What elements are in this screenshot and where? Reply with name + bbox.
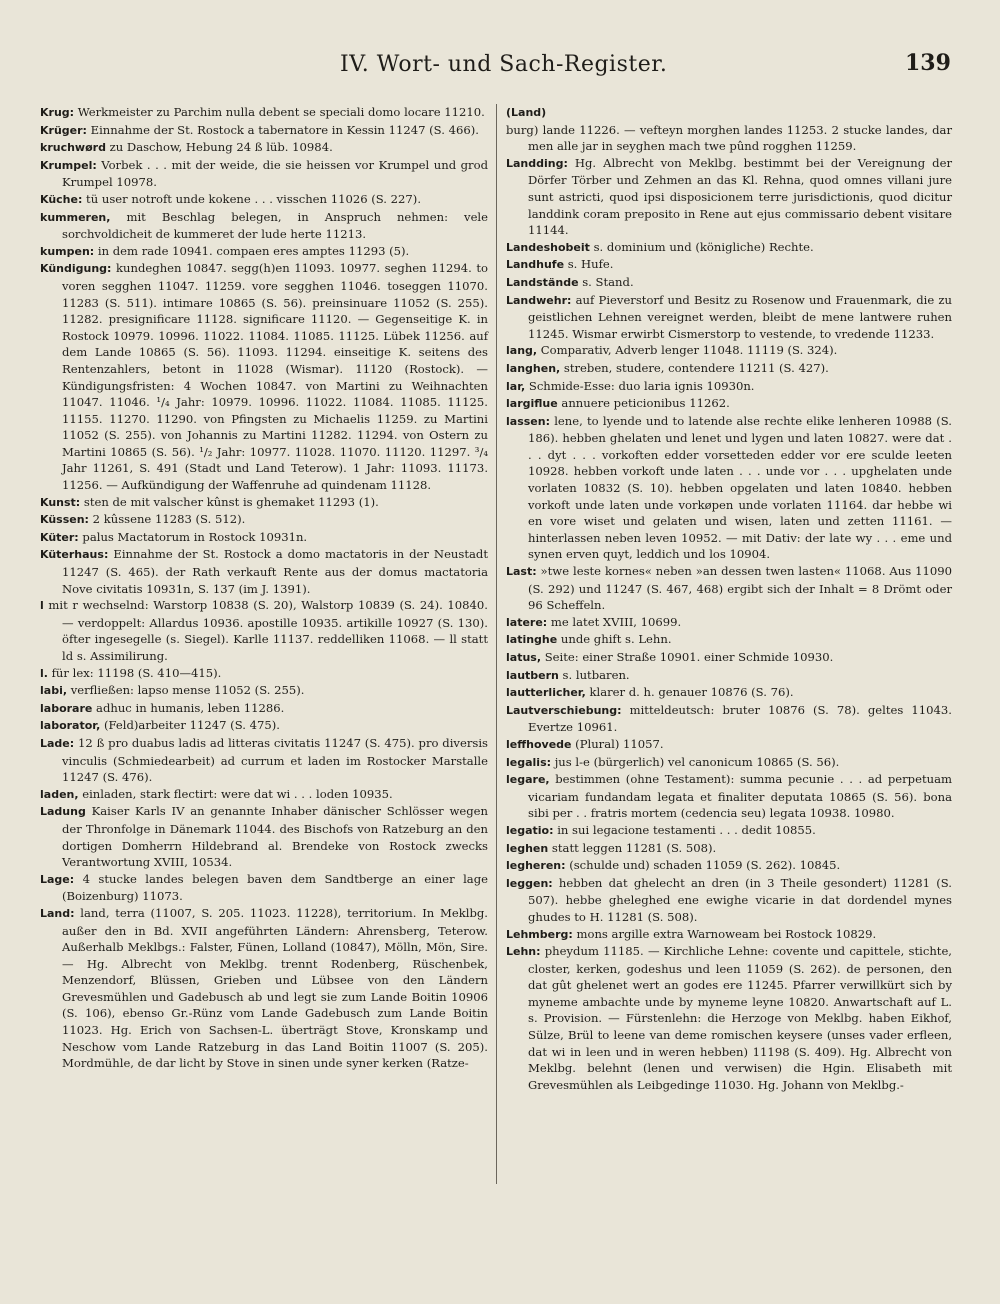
entry-text: mit r wechselnd: Warstorp 10838 (S. 20), Walstorp 10839 (S. 24). 10840. — verdoppelt: Allardus 10936. apostille 10935. artikille 10927 (S. 130). öfter ingesegelle (s. Siegel). Karlle 11137. reddelliken 11068. — ll statt ld s. Assimilirung. (43, 598, 488, 663)
entry-text: unde ghift s. Lehn. (557, 632, 672, 647)
entry-text: »twe leste kornes« neben »an dessen twen lasten« 11068. Aus 11090 (S. 292) und 11247 (S. 467, 468) ergibt sich der Inhalt = 8 Drömt oder 96 Scheffeln. (528, 564, 952, 613)
index-entry (506, 926, 952, 944)
entry-text: Comparativ, Adverb lenger 11048. 11119 (S. 324). (537, 343, 838, 358)
index-entry (40, 546, 488, 597)
page-header (0, 52, 1000, 86)
index-entry (506, 736, 952, 754)
entry-text: lene, to lyende und to latende alse rechte elike lenheren 10988 (S. 186). hebben ghelaten und lenet und lygen und laten 10827. were dat . . . dyt . . . vorkoften edder vorsetteden edder vor ere sculde leeten 10928. hebben vorkoft unde laten . . . unde vor . . . upghelaten unde vorlaten 10832 (S. 10). hebben opgelaten und laten 10840. hebben vorkoft unde laten unde vorkøpen unde vorlaten 11164. dar hebbe wi en vore wiset und gelaten und wisen, laten und zetten 11161. — hinterlassen neben leven 10952. — mit Dativ: der late wy . . . eme und synen erven quyt, leddich und los 10904. (528, 413, 952, 562)
index-entry (506, 360, 952, 378)
entry-text: 4 stucke landes belegen baven dem Sandtberge an einer lage (Boizenburg) 11073. (62, 871, 488, 904)
index-entry (506, 943, 952, 1093)
entry-text: mons argille extra Warnoweam bei Rostock 10829. (572, 926, 877, 941)
index-entry (40, 682, 488, 700)
index-entry (506, 274, 952, 292)
entry-keyword: langhen, (506, 361, 561, 375)
entry-keyword: l. (40, 666, 48, 680)
entry-keyword: Lautverschiebung: (506, 703, 622, 717)
index-entry (40, 735, 488, 786)
entry-text: pheydum 11185. — Kirchliche Lehne: covente und capittele, stichte, closter, kerken, godeshus und leen 11059 (S. 262). de personen, den dat gût ghelenet wert an godes ere 11245. Pfarrer verwillkürt sich by myneme ambachte unde by myneme leyne 10820. Anwartschaft auf L. s. Provision. — Fürstenlehn: die Herzoge von Meklbg. haben Eikhof, Sülze, Brül to leene van deme romischen keysere (unses vader erfleen, dat wi in leen und in weren hebben) 11198 (S. 409). Hg. Albrecht von Meklbg. belehnt (lenen und verwisen) die Hgin. Elisabeth mit Grevesmühlen als Leibgedinge 11030. Hg. Johann von Meklbg.- (528, 944, 952, 1092)
index-entry (40, 871, 488, 905)
entry-keyword: lautterlicher, (506, 686, 586, 700)
entry-text: land, terra (11007, S. 205. 11023. 11228), territorium. In Meklbg. außer den in Bd. XVII angeführten Ländern: Ahrensberg, Teterow. Außerhalb Meklbgs.: Falster, Fünen, Lolland (10847), Mölln, Mön, Sire. — Hg. Albrecht von Meklbg. trennt Rodenberg, Rüschenbek, Menzendorf, Blüssen, Grieben und Lübsee von den Ländern Grevesmühlen und Gadebusch ab und legt sie zum Lande Boitin 10906 (S. 106), ebenso Gr.-Rünz vom Lande Gadebusch zum Lande Boitin 11023. Hg. Erich von Sachsen-L. überträgt Stove, Kronskamp und Neschow vom Lande Ratzeburg in das Land Boitin 11007 (S. 205). Mordmühle, de dar licht by Stove in sinen unde syner kerken (Ratze- (62, 905, 488, 1071)
entry-text: bestimmen (ohne Testament): summa pecunie . . . ad perpetuam vicariam fundandam legata et finaliter deputata 10865 (S. 56). bona sibi per . . fratris mortem (cedencia seu) legata 10938. 10980. (528, 772, 952, 821)
page-title: IV. Wort- und Sach-Register. (340, 52, 668, 77)
index-entry (506, 754, 952, 772)
entry-keyword: kumpen: (40, 244, 95, 258)
entry-text: annuere peticionibus 11262. (557, 396, 730, 411)
entry-keyword: Ladung (40, 805, 86, 819)
entry-keyword: laborator, (40, 719, 101, 733)
entry-keyword: Lade: (40, 736, 75, 750)
index-entry (506, 875, 952, 926)
entry-keyword: kruchwørd (40, 141, 106, 155)
entry-text: burg) lande 11226. — vefteyn morghen landes 11253. 2 stucke landes, dar men alle jar in seyghen mach twe pûnd rogghen 11259. (506, 122, 952, 154)
entry-keyword: lar, (506, 379, 526, 393)
entry-keyword: Landding: (506, 156, 568, 170)
index-entry (506, 292, 952, 343)
entry-text: (Feld)arbeiter 11247 (S. 475). (100, 718, 280, 733)
entry-keyword: laborare (40, 701, 93, 715)
index-entry (40, 786, 488, 804)
entry-keyword: Kunst: (40, 495, 81, 509)
entry-keyword: latere: (506, 615, 548, 629)
entry-text: adhuc in humanis, leben 11286. (92, 700, 285, 715)
index-entry (40, 157, 488, 191)
entry-text: in sui legacione testamenti . . . dedit 10855. (553, 822, 816, 837)
page-number: 139 (905, 50, 951, 76)
right-column (506, 104, 952, 1093)
index-entry (506, 104, 952, 122)
entry-keyword: Küche: (40, 192, 83, 206)
entry-keyword: Lage: (40, 872, 75, 886)
index-entry (506, 840, 952, 858)
entry-keyword: lassen: (506, 414, 550, 428)
index-entry (506, 822, 952, 840)
index-entry (506, 649, 952, 667)
entry-text: statt leggen 11281 (S. 508). (548, 840, 717, 855)
entry-keyword: latinghe (506, 633, 558, 647)
entry-keyword: Krug: (40, 106, 75, 119)
index-entry (506, 563, 952, 614)
index-entry (40, 597, 488, 664)
entry-keyword: legalis: (506, 755, 552, 769)
entry-keyword: latus, (506, 651, 542, 664)
entry-text: mitteldeutsch: bruter 10876 (S. 78). geltes 11043. Evertze 10961. (528, 702, 952, 735)
index-entry (40, 700, 488, 718)
entry-text: kundeghen 10847. segg(h)en 11093. 10977. seghen 11294. to voren segghen 11047. 11259. vore segghen 11046. toseggen 11070. 11283 (S. 511). intimare 10865 (S. 56). preinsinuare 11052 (S. 255). 11282. presignificare 11128. significare 11120. — Gegenseitige K. in Rostock 10979. 10996. 11022. 11084. 11085. 11125. Lübek 11256. auf dem Lande 10865 (S. 56). 11093. 11294. einseitige K. seitens des Rentenzahlers, betont in 11028 (Wismar). 11120 (Rostock). — Kündigungsfristen: 4 Wochen 10847. von Martini zu Weihnachten 11047. 11046. ¹/₄ Jahr: 10979. 10996. 11022. 11084. 11085. 11125. 11155. 11270. 11290. von Pfingsten zu Michaelis 11259. zu Martini 11052 (S. 255). von Johannis zu Martini 11282. 11294. von Ostern zu Martini 10865 (S. 56). ¹/₂ Jahr: 10977. 11028. 11070. 11120. 11297. ³/₄ Jahr 11261, S. 491 (Stadt und Land Teterow). 1 Jahr: 11093. 11173. 11256. — Aufkündigung der Waffenruhe ad quindenam 11128. (62, 261, 488, 493)
entry-keyword: Küssen: (40, 513, 89, 527)
entry-keyword: Krumpel: (40, 158, 97, 172)
entry-keyword: Landhufe (506, 258, 565, 272)
entry-text: 2 kûssene 11283 (S. 512). (88, 512, 246, 527)
entry-keyword: legheren: (506, 859, 566, 873)
entry-text: streben, studere, contendere 11211 (S. 427). (560, 360, 829, 375)
index-entry (506, 256, 952, 274)
entry-text: 12 ß pro duabus ladis ad litteras civitatis 11247 (S. 475). pro diversis vinculis (Schmiedearbeit) ad currum et laden im Rostocker Marstalle 11247 (S. 476). (62, 735, 488, 785)
index-entry (506, 413, 952, 563)
entry-text: palus Mactatorum in Rostock 10931n. (78, 529, 308, 544)
index-entry (40, 665, 488, 683)
entry-keyword: Küterhaus: (40, 548, 109, 562)
entry-text: in dem rade 10941. compaen eres amptes 11293 (5). (94, 243, 410, 258)
entry-keyword: leggen: (506, 876, 553, 890)
entry-text: zu Daschow, Hebung 24 ß lüb. 10984. (105, 140, 333, 155)
entry-text: (schulde und) schaden 11059 (S. 262). 10845. (565, 858, 841, 873)
left-column (40, 104, 488, 1072)
index-entry (40, 243, 488, 261)
index-entry (40, 104, 488, 122)
entry-keyword: leffhovede (506, 737, 572, 751)
index-entry (40, 717, 488, 735)
entry-text: (Plural) 11057. (571, 736, 664, 751)
index-entry (506, 857, 952, 875)
entry-text: Einnahme der St. Rostock a domo mactatoris in der Neustadt 11247 (S. 465). der Rath verkauft Rente aus der domus mactatoria Nove civitatis 10931n, S. 137 (im J. 1391). (62, 547, 488, 596)
entry-keyword: leghen (506, 841, 549, 855)
index-entry (40, 494, 488, 512)
index-entry (506, 122, 952, 155)
index-entry (506, 684, 952, 702)
entry-text: Kaiser Karls IV an genannte Inhaber dänischer Schlösser wegen der Thronfolge in Dänemark 11044. des Bischofs von Ratzeburg an den dortigen Domherrn Hildebrand al. Brendeke von Rostock zwecks Verantwortung XVIII, 10534. (62, 804, 488, 870)
entry-text: hebben dat ghelecht an dren (in 3 Theile gesondert) 11281 (S. 507). hebbe gheleghed ene ewighe vicarie in dat dordendel mynes ghudes to H. 11281 (S. 508). (528, 875, 952, 924)
entry-keyword: Küter: (40, 530, 79, 544)
entry-text: auf Pieverstorf und Besitz zu Rosenow und Frauenmark, die zu geistlichen Lehnen vereignet werden, bleibt de mene lantwere ruhen 11245. Wismar erwirbt Cismerstorp to vestende, to vredende 11233. (528, 292, 952, 341)
entry-text: Werkmeister zu Parchim nulla debent se speciali domo locare 11210. (74, 105, 485, 119)
index-entry (506, 155, 952, 239)
entry-text: Seite: einer Straße 10901. einer Schmide 10930. (541, 650, 834, 664)
index-entry (506, 667, 952, 685)
entry-keyword: lautbern (506, 668, 559, 682)
column-divider (496, 104, 497, 1184)
entry-keyword: legatio: (506, 823, 554, 837)
entry-keyword: Landstände (506, 275, 579, 289)
index-entry (40, 191, 488, 209)
index-entry (40, 122, 488, 140)
index-entry (506, 702, 952, 736)
entry-text: Einnahme der St. Rostock a tabernatore in Kessin 11247 (S. 466). (86, 122, 479, 137)
entry-text: tü user notroft unde kokene . . . visschen 11026 (S. 227). (82, 191, 422, 206)
entry-keyword: Lehn: (506, 945, 541, 959)
entry-keyword: labi, (40, 684, 68, 698)
entry-keyword: Last: (506, 565, 537, 579)
index-entry (506, 378, 952, 396)
entry-text: für lex: 11198 (S. 410—415). (47, 665, 222, 680)
index-entry (40, 803, 488, 870)
index-entry (40, 260, 488, 493)
entry-keyword: laden, (40, 787, 79, 801)
entry-keyword: Landeshobeit (506, 240, 590, 254)
index-entry (40, 209, 488, 243)
entry-keyword: (Land) (506, 106, 547, 119)
entry-keyword: largiflue (506, 397, 558, 411)
entry-text: Hg. Albrecht von Meklbg. bestimmt bei der Vereignung der Dörfer Törber und Zehmen an das Kl. Rehna, quod omnes villani jure sunt astricti, quod ipsi disposicionem terre jurisdictionis, quod dicitur landdink coram preposito in Rene aut ejus commissario debent visitare 11144. (528, 155, 952, 238)
entry-text: s. dominium und (königliche) Rechte. (589, 239, 814, 254)
entry-keyword: Kündigung: (40, 262, 112, 276)
index-entry (40, 529, 488, 547)
entry-keyword: Krüger: (40, 123, 87, 137)
entry-text: s. Hufe. (564, 257, 614, 272)
entry-text: einladen, stark flectirt: were dat wi . . . loden 10935. (78, 786, 393, 801)
entry-keyword: legare, (506, 773, 550, 787)
index-entry (506, 631, 952, 649)
entry-text: s. Stand. (578, 274, 634, 289)
index-entry (506, 614, 952, 632)
entry-text: jus l-e (bürgerlich) vel canonicum 10865 (S. 56). (551, 754, 840, 769)
entry-text: Schmide-Esse: duo laria ignis 10930n. (525, 378, 755, 393)
index-entry (506, 342, 952, 360)
index-entry (40, 139, 488, 157)
index-entry (506, 395, 952, 413)
index-entry (40, 511, 488, 529)
entry-keyword: lang, (506, 344, 538, 358)
entry-text: klarer d. h. genauer 10876 (S. 76). (585, 685, 794, 700)
index-entry (40, 905, 488, 1072)
entry-text: me latet XVIII, 10699. (547, 614, 682, 629)
entry-text: Vorbek . . . mit der weide, die sie heissen vor Krumpel und grod Krumpel 10978. (62, 157, 488, 190)
entry-text: mit Beschlag belegen, in Anspruch nehmen: vele sorchvoldicheit de kummeret der lude herte 11213. (62, 209, 488, 242)
entry-text: verfließen: lapso mense 11052 (S. 255). (67, 683, 305, 698)
entry-keyword: kummeren, (40, 210, 111, 224)
entry-keyword: Lehmberg: (506, 927, 573, 941)
index-entry (506, 771, 952, 822)
entry-text: sten de mit valscher kûnst is ghemaket 11293 (1). (80, 494, 379, 509)
index-entry (506, 239, 952, 257)
entry-keyword: Land: (40, 906, 75, 920)
entry-keyword: Landwehr: (506, 293, 572, 307)
entry-keyword: l (40, 599, 44, 613)
entry-text: s. lutbaren. (558, 667, 630, 682)
